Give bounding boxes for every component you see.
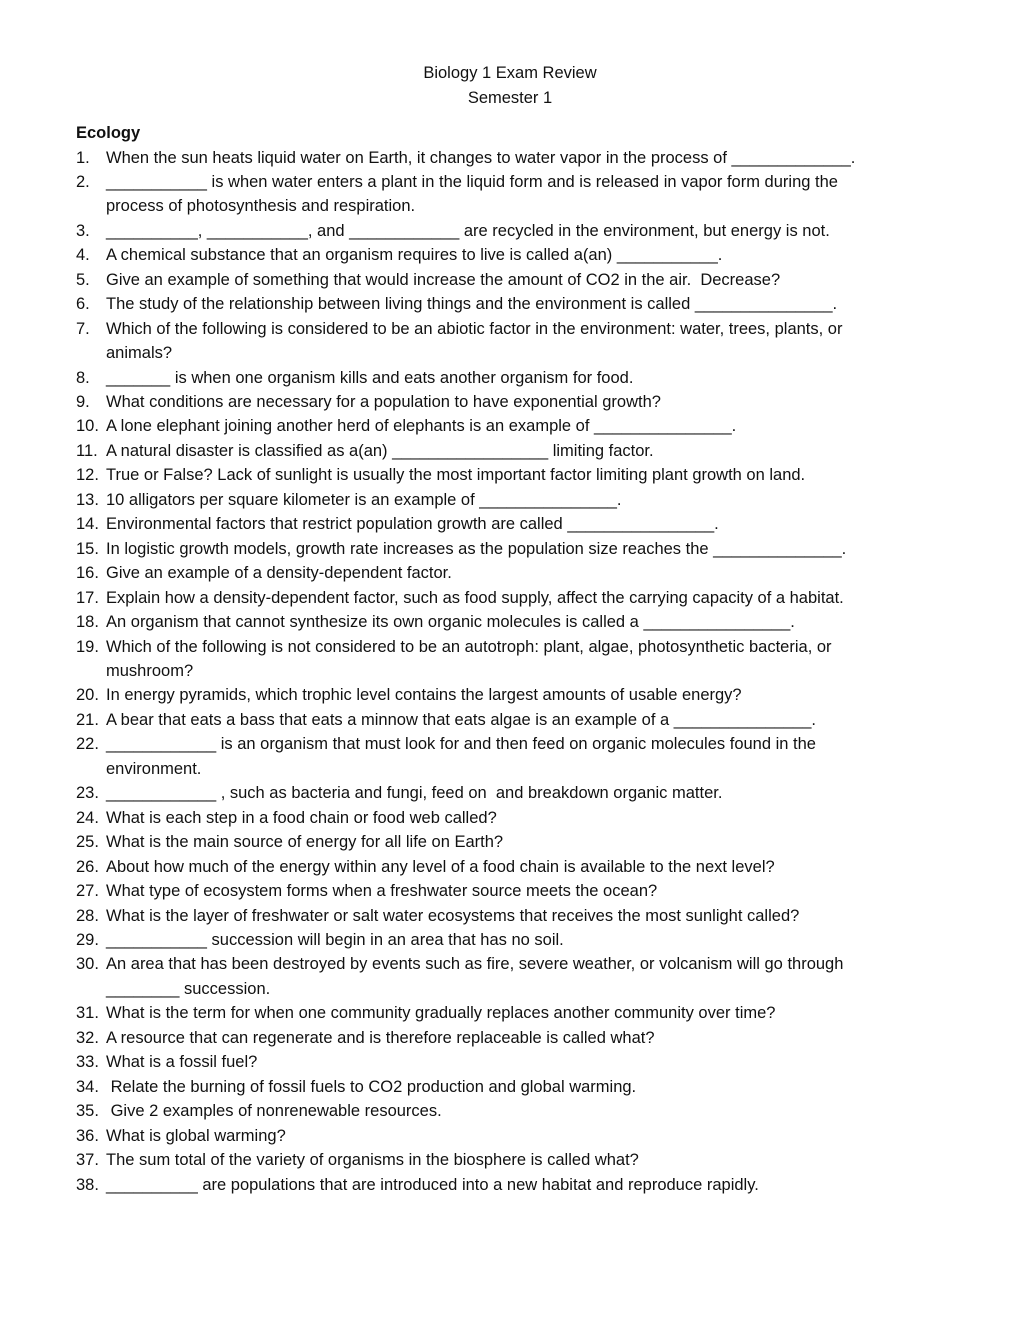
question-text: Explain how a density-dependent factor, such as food supply, affect the carrying capacity of a habitat. [106, 588, 844, 607]
question-number: 35. [76, 1102, 99, 1121]
question-text: A chemical substance that an organism requires to live is called a(an) ___________. [106, 246, 723, 265]
question-item [76, 268, 956, 292]
question-text: ____________ is an organism that must look for and then feed on organic molecules found in the environment. [106, 735, 816, 778]
question-text: Give 2 examples of nonrenewable resources. [106, 1102, 442, 1121]
question-number: 8. [76, 368, 90, 387]
question-text: The study of the relationship between living things and the environment is called _______________. [106, 295, 838, 314]
question-item [76, 1001, 956, 1025]
question-text: What conditions are necessary for a population to have exponential growth? [106, 393, 661, 412]
question-number: 29. [76, 931, 99, 949]
question-item [76, 928, 956, 952]
question-text: Environmental factors that restrict population growth are called ________________. [106, 515, 719, 534]
question-item [76, 1148, 956, 1172]
question-text: What is the layer of freshwater or salt water ecosystems that receives the most sunlight called? [106, 906, 800, 925]
question-item [76, 586, 956, 610]
question-text: _______ is when one organism kills and eats another organism for food. [106, 368, 634, 387]
document-title: Biology 1 Exam Review [423, 64, 597, 82]
question-item [76, 292, 956, 316]
question-item [76, 439, 956, 463]
question-number: 26. [76, 857, 99, 876]
question-number: 28. [76, 906, 99, 925]
question-number: 16. [76, 564, 99, 583]
question-text: The sum total of the variety of organisms in the biosphere is called what? [106, 1151, 639, 1170]
question-number: 27. [76, 882, 99, 901]
question-text: In energy pyramids, which trophic level contains the largest amounts of usable energy? [106, 686, 742, 705]
question-item [76, 561, 956, 585]
question-text: Give an example of a density-dependent factor. [106, 564, 452, 583]
question-number: 33. [76, 1053, 99, 1072]
question-text: What type of ecosystem forms when a freshwater source meets the ocean? [106, 882, 658, 901]
question-text: ___________ is when water enters a plant in the liquid form and is released in vapor form during the process of photosynthesis and respiration. [106, 172, 838, 216]
question-number: 31. [76, 1004, 99, 1023]
question-number: 30. [76, 955, 99, 974]
question-item [76, 219, 956, 243]
question-item [76, 879, 956, 903]
question-text: What is global warming? [106, 1126, 286, 1145]
question-text: A bear that eats a bass that eats a minnow that eats algae is an example of a _______________. [106, 710, 816, 729]
question-text: A resource that can regenerate and is therefore replaceable is called what? [106, 1028, 655, 1047]
question-item [76, 317, 956, 366]
question-list [76, 146, 956, 1197]
question-text: A natural disaster is classified as a(an) _________________ limiting factor. [106, 441, 654, 460]
question-item [76, 488, 956, 512]
question-number: 9. [76, 393, 90, 412]
question-text: Which of the following is considered to be an abiotic factor in the environment: water, trees, plants, or animals? [106, 319, 843, 363]
question-number: 11. [76, 441, 98, 460]
question-text: Which of the following is not considered to be an autotroph: plant, algae, photosynthetic bacteria, or mushroom? [106, 637, 832, 681]
question-number: 12. [76, 466, 99, 485]
question-item [76, 463, 956, 487]
question-item [76, 1050, 956, 1074]
question-number: 23. [76, 784, 99, 803]
question-item [76, 781, 956, 805]
question-number: 13. [76, 490, 99, 509]
question-item [76, 146, 956, 170]
question-item [76, 732, 956, 781]
question-text: What is the main source of energy for all life on Earth? [106, 833, 504, 852]
question-item [76, 1099, 956, 1123]
question-item [76, 1075, 956, 1099]
question-text: About how much of the energy within any level of a food chain is available to the next level? [106, 857, 775, 876]
question-number: 32. [76, 1028, 99, 1047]
question-text: ____________ , such as bacteria and fungi, feed on and breakdown organic matter. [106, 784, 723, 803]
question-number: 5. [76, 270, 90, 289]
document-subtitle: Semester 1 [467, 89, 553, 107]
question-number: 36. [76, 1126, 99, 1145]
question-item [76, 170, 956, 219]
question-text: __________ are populations that are introduced into a new habitat and reproduce rapidly. [106, 1175, 759, 1194]
question-item [76, 1173, 956, 1197]
question-text: A lone elephant joining another herd of elephants is an example of _______________. [106, 417, 737, 436]
question-item [76, 830, 956, 854]
question-item [76, 1124, 956, 1148]
question-text: Relate the burning of fossil fuels to CO2 production and global warming. [106, 1077, 637, 1096]
question-item [76, 708, 956, 732]
question-item [76, 635, 956, 684]
question-number: 34. [76, 1077, 99, 1096]
question-number: 14. [76, 515, 99, 534]
question-item [76, 904, 956, 928]
question-item [76, 414, 956, 438]
question-number: 17. [76, 588, 99, 607]
question-text: 10 alligators per square kilometer is an example of _______________. [106, 490, 622, 509]
question-number: 1. [76, 148, 90, 167]
question-number: 20. [76, 686, 99, 705]
question-number: 4. [76, 246, 90, 265]
question-number: 19. [76, 637, 99, 656]
question-item [76, 1026, 956, 1050]
question-item [76, 512, 956, 536]
question-item [76, 610, 956, 634]
question-text: An organism that cannot synthesize its own organic molecules is called a ________________. [106, 613, 795, 632]
question-text: What is the term for when one community gradually replaces another community over time? [106, 1004, 776, 1023]
question-text: What is each step in a food chain or food web called? [106, 808, 497, 827]
question-item [76, 243, 956, 267]
question-number: 21. [76, 710, 99, 729]
question-item [76, 390, 956, 414]
question-text: In logistic growth models, growth rate increases as the population size reaches the ______________. [106, 539, 847, 558]
question-text: ___________ succession will begin in an area that has no soil. [106, 931, 564, 949]
question-number: 15. [76, 539, 99, 558]
question-item [76, 855, 956, 879]
section-heading: Ecology [76, 124, 141, 142]
question-number: 37. [76, 1151, 99, 1170]
question-text: An area that has been destroyed by events such as fire, severe weather, or volcanism will go through ________ succession. [106, 955, 844, 998]
question-item [76, 537, 956, 561]
question-text: Give an example of something that would increase the amount of CO2 in the air. Decrease? [106, 270, 781, 289]
question-item [76, 806, 956, 830]
question-number: 24. [76, 808, 99, 827]
question-item [76, 952, 956, 1001]
question-text: __________, ___________, and ____________ are recycled in the environment, but energy is not. [106, 221, 830, 240]
question-number: 38. [76, 1175, 99, 1194]
question-number: 22. [76, 735, 99, 754]
question-text: True or False? Lack of sunlight is usually the most important factor limiting plant growth on land. [106, 466, 806, 485]
question-number: 10. [76, 417, 99, 436]
question-text: What is a fossil fuel? [106, 1053, 258, 1072]
question-number: 25. [76, 833, 99, 852]
question-number: 3. [76, 221, 90, 240]
question-number: 2. [76, 172, 90, 191]
question-text: When the sun heats liquid water on Earth, it changes to water vapor in the process of _____________. [106, 148, 856, 167]
question-number: 7. [76, 319, 90, 338]
question-number: 18. [76, 613, 99, 632]
question-item [76, 683, 956, 707]
question-item [76, 366, 956, 390]
question-number: 6. [76, 295, 90, 314]
